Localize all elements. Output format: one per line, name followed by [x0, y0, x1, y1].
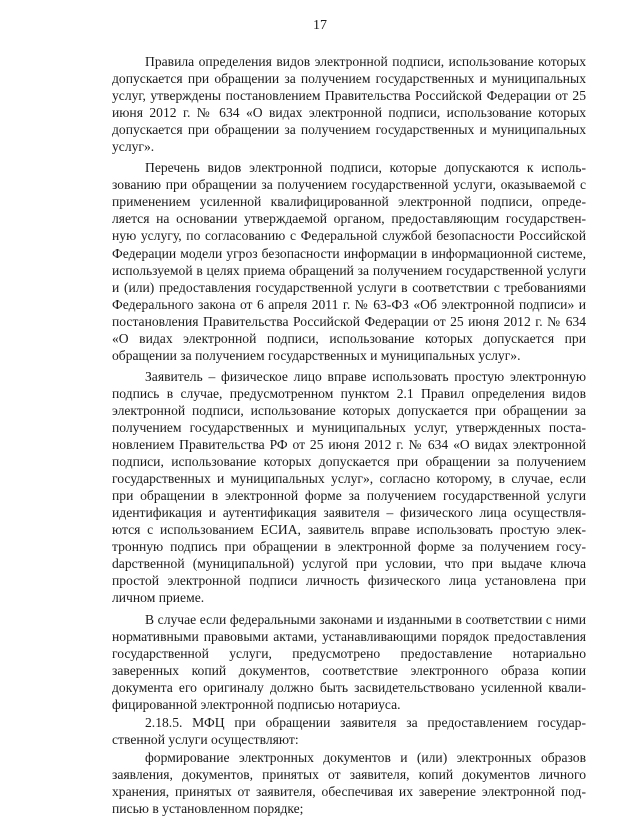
paragraph-mfc-duties: 2.18.5. МФЦ при обращении заявителя за предоставлением государственной услуги осуществляют:: [112, 714, 586, 747]
paragraph-notary-copies: В случае если федеральными законами и изданными в соответствии с ними нормативными правовыми актами, устанавливающими порядок предоставления государственной услуги, предусмотрено предоставление нотариально заверенных копий документов, соответствие электронного образа копии документа его оригиналу должно быть засвидетельствовано усиленной квалифицированной электронной подписью нотариуса.: [112, 611, 586, 712]
paragraph-signature-rules: Правила определения видов электронной подписи, использование которых допускается при обращении за получением государственных и муниципальных услуг, утверждены постановлением Правительства Российской Федерации от 25 июня 2012 г. № 634 «О видах электронной подписи, использование которых допускается при обращении за получением государственных и муниципальных услуг».: [112, 54, 586, 155]
paragraph-electronic-documents: формирование электронных документов и (или) электронных образов заявления, документов, принятых от заявителя, копий документов личного хранения, принятых от заявителя, обеспечивая их заверение электронной подписью в установленном порядке;: [112, 749, 586, 817]
document-body: [112, 53, 586, 821]
paragraph-signature-types-list: Перечень видов электронной подписи, которые допускаются к использованию при обращении за получением государственной услуги, оказываемой с применением усиленной квалифицированной электронной подписи, определяется на основании утверждаемой органом, предоставляющим государственную услугу, по согласованию с Федеральной службой безопасности Российской Федерации модели угроз безопасности информации в информационной системе, используемой в целях приема обращений за получением государственной услуги и (или) предоставления государственной услуги в соответствии с требованиями Федерального закона от 6 апреля 2011 г. № 63-ФЗ «Об электронной подписи» и постановления Правительства Российской Федерации от 25 июня 2012 г. № 634 «О видах электронной подписи, использование которых допускается при обращении за получением государственных и муниципальных услуг».: [112, 160, 586, 363]
page-number: 17: [313, 18, 327, 33]
paragraph-applicant-simple-signature: Заявитель – физическое лицо вправе использовать простую электронную подпись в случае, предусмотренном пунктом 2.1 Правил определения видов электронной подписи, использование которых допускается при обращении за получением государственных и муниципальных услуг, утвержденных постановлением Правительства РФ от 25 июня 2012 г. № 634 «О видах электронной подписи, использование которых допускается при обращении за получением государственных и муниципальных услуг», согласно которому, в случае, если при обращении в электронной форме за получением государственной услуги идентификация и аутентификация заявителя – физического лица осуществляются с использованием ЕСИА, заявитель вправе использовать простую электронную подпись при обращении в электронной форме за получением госуdарственной (муниципальной) услугой при условии, что при выдаче ключа простой электронной подписи личность физического лица установлена при личном приеме.: [112, 368, 586, 606]
